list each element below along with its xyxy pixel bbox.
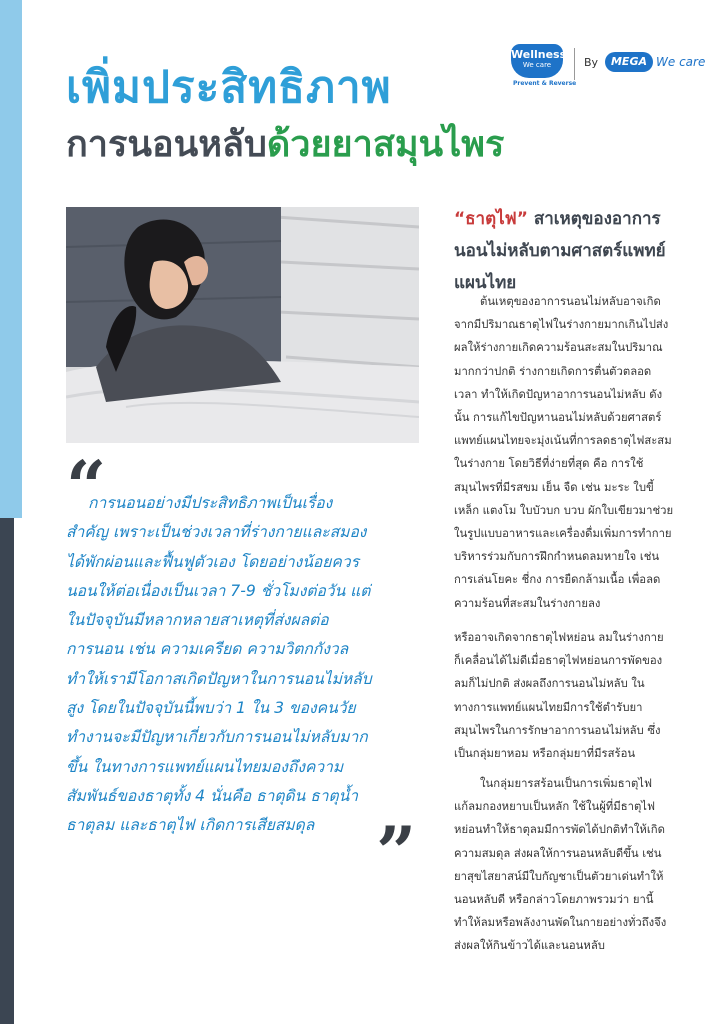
quote-line: สูง โดยในปัจจุบันนี้พบว่า 1 ใน 3 ของคนวัย — [66, 699, 356, 718]
sleeping-woman-photo — [66, 207, 419, 443]
quote-line: การนอน เช่น ความเครียด ความวิตกกังวล — [66, 640, 349, 659]
paragraph-line: สมุนไพรในการรักษาอาการนอนไม่หลับ ซึ่ง — [454, 723, 661, 737]
paragraph-line: เป็นกลุ่มยาหอม หรือกลุ่มยาที่มีรสร้อน — [454, 747, 636, 761]
paragraph-line: ผลให้ร่างกายเกิดความร้อนสะสมในปริมาณ — [454, 341, 663, 355]
paragraph-line: เวลา ทำให้เกิดปัญหาอาการนอนไม่หลับ ดัง — [454, 387, 663, 401]
paragraph-line: หรืออาจเกิดจากธาตุไฟหย่อน ลมในร่างกาย — [454, 631, 664, 644]
paragraph-line: หย่อนทำให้ธาตุลมมีการพัดได้ปกติทำให้เกิด — [454, 823, 665, 837]
quote-line: สำคัญ เพราะเป็นช่วงเวลาที่ร่างกายและสมอง — [66, 523, 367, 542]
accent-bar-top — [0, 0, 22, 518]
paragraph-line: เหล็ก แตงโม ใบบัวบก บวบ ผักใบเขียวมาช่วย — [454, 503, 674, 517]
paragraph-line: สมุนไพรที่มีรสขม เย็น จืด เช่น มะระ ใบขี้ — [454, 480, 654, 494]
paragraph-line: ทำให้ลมหรือพลังงานพัดในกายอย่างทั่วถึงจึง — [454, 916, 667, 930]
quote-line: นอนให้ต่อเนื่องเป็นเวลา 7-9 ชั่วโมงต่อวัน แต่ — [66, 581, 371, 600]
paragraph-line: ในกลุ่มยารสร้อนเป็นการเพิ่มธาตุไฟ — [480, 777, 652, 790]
body-paragraph-3 — [454, 772, 710, 958]
subtitle-part1: การนอนหลับ — [66, 124, 267, 165]
logo-tagline: Prevent & Reverse — [513, 80, 577, 87]
mega-wecare: We care — [656, 55, 706, 69]
heading-keyword: “ธาตุไฟ” — [454, 209, 528, 229]
logo-by: By — [584, 56, 599, 69]
paragraph-line: ส่งผลให้กินข้าวได้และนอนหลับ — [454, 939, 605, 953]
paragraph-line: แพทย์แผนไทยจะมุ่งเน้นที่การลดธาตุไฟสะสม — [454, 434, 672, 448]
heading-line1: สาเหตุของอาการ — [527, 209, 661, 229]
section-heading — [454, 203, 714, 299]
brand-logo — [511, 44, 711, 90]
body-paragraph-2 — [454, 626, 710, 765]
quote-line: ได้พักผ่อนและฟื้นฟูตัวเอง โดยอย่างน้อยควร — [66, 552, 359, 571]
page-subtitle — [66, 115, 504, 172]
quote-line: ทำงานจะมีปัญหาเกี่ยวกับการนอนไม่หลับมาก — [66, 728, 368, 747]
paragraph-line: แก้ลมกองหยาบเป็นหลัก ใช้ในผู้ที่มีธาตุไฟ — [454, 800, 655, 814]
wellness-logo-text: Wellness — [511, 48, 567, 61]
paragraph-line: ยาสุขไสยาสน์มีใบกัญชาเป็นตัวยาเด่นทำให้ — [454, 869, 664, 883]
pull-quote — [66, 489, 409, 841]
logo-divider — [574, 48, 575, 80]
paragraph-line: บริหารร่วมกับการฝึกกำหนดลมหายใจ เช่น — [454, 550, 660, 564]
paragraph-line: ทางการแพทย์แผนไทยมีการใช้ตำรับยา — [454, 700, 643, 714]
paragraph-line: ความสมดุล ส่งผลให้การนอนหลับดีขึ้น เช่น — [454, 846, 662, 860]
paragraph-line: ในร่างกาย โดยวิธีที่ง่ายที่สุด คือ การใช้ — [454, 457, 644, 471]
heading-line2: นอนไม่หลับตามศาสตร์แพทย์ — [454, 241, 666, 261]
paragraph-line: จากมีปริมาณธาตุไฟในร่างกายมากเกินไปส่ง — [454, 318, 669, 332]
body-paragraph-1 — [454, 290, 710, 615]
quote-line: ในปัจจุบันมีหลากหลายสาเหตุที่ส่งผลต่อ — [66, 611, 329, 630]
mega-logo: MEGA — [605, 52, 653, 72]
page-title: เพิ่มประสิทธิภาพ — [66, 62, 392, 113]
paragraph-line: ต้นเหตุของอาการนอนไม่หลับอาจเกิด — [480, 295, 661, 308]
quote-line: ทำให้เรามีโอกาสเกิดปัญหาในการนอนไม่หลับ — [66, 669, 372, 688]
quote-line: สัมพันธ์ของธาตุทั้ง 4 นั่นคือ ธาตุดิน ธาตุน้ำ — [66, 786, 359, 805]
accent-bar-bottom — [0, 518, 14, 1024]
quote-open-icon: “ — [66, 445, 107, 528]
wellness-logo-subtext: We care — [522, 61, 552, 69]
paragraph-line: นั้น การแก้ไขปัญหานอนไม่หลับด้วยศาสตร์ — [454, 411, 662, 425]
paragraph-line: การเล่นโยคะ ชี่กง การยืดกล้ามเนื้อ เพื่อลด — [454, 573, 661, 587]
paragraph-line: ความร้อนที่สะสมในร่างกายลง — [454, 596, 601, 610]
quote-close-icon: ” — [376, 811, 417, 894]
paragraph-line: มากกว่าปกติ ร่างกายเกิดการตื่นตัวตลอด — [454, 364, 652, 378]
wellness-logo — [511, 44, 567, 78]
paragraph-line: ในรูปแบบอาหารและเครื่องดื่มเพิ่มการทำกาย — [454, 527, 672, 541]
heading-line3: แผนไทย — [454, 273, 517, 293]
quote-line: ธาตุลม และธาตุไฟ เกิดการเสียสมดุล — [66, 816, 315, 835]
quote-line: ขึ้น ในทางการแพทย์แผนไทยมองถึงความ — [66, 757, 344, 776]
paragraph-line: นอนหลับดี หรือกล่าวโดยภาพรวมว่า ยานี้ — [454, 893, 654, 907]
subtitle-part2: ด้วยยาสมุนไพร — [266, 124, 505, 165]
paragraph-line: ลมก็ไม่ปกติ ส่งผลถึงการนอนไม่หลับ ใน — [454, 677, 645, 691]
paragraph-line: ก็เคลื่อนได้ไม่ดีเมื่อธาตุไฟหย่อนการพัดของ — [454, 654, 663, 668]
quote-line: การนอนอย่างมีประสิทธิภาพเป็นเรื่อง — [88, 494, 333, 512]
